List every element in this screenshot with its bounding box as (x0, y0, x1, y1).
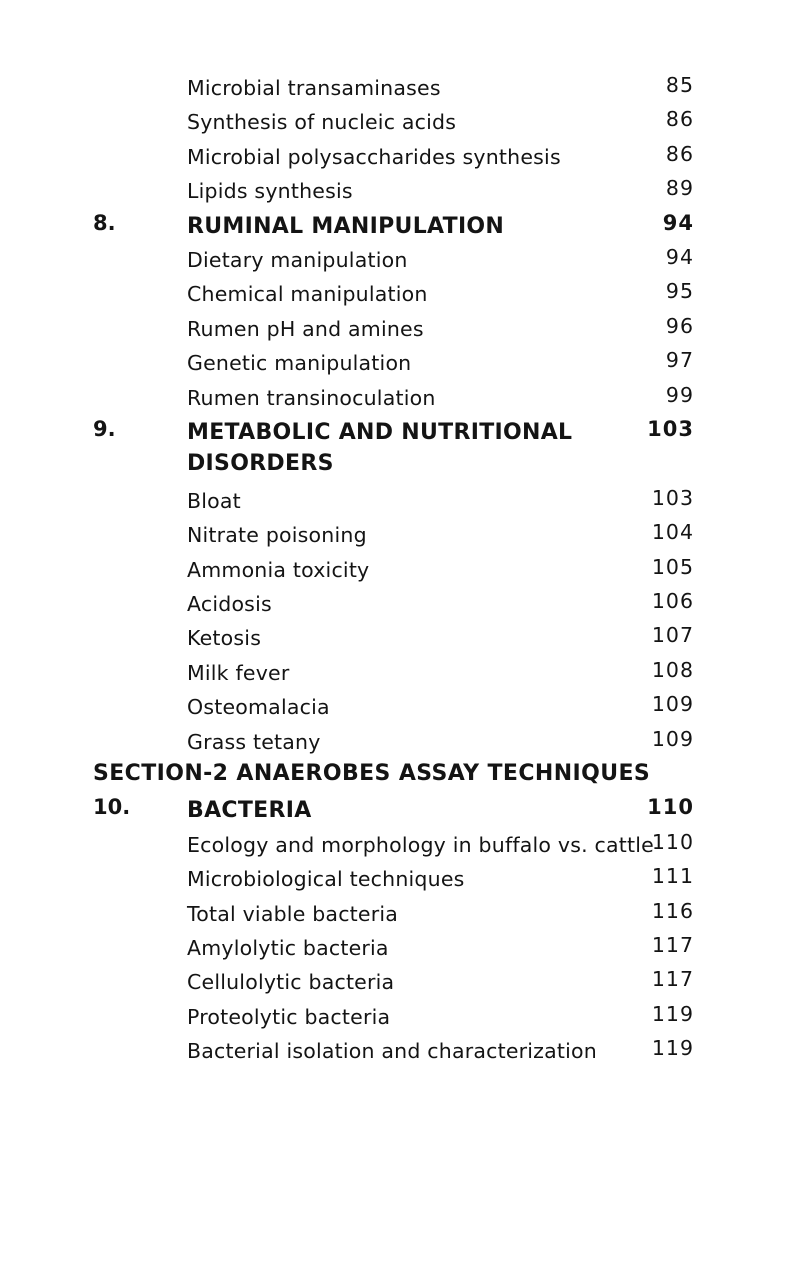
entry-page: 117 (651, 967, 694, 992)
toc-entry (0, 514, 788, 548)
entry-page: 108 (651, 657, 694, 682)
entry-page: 107 (651, 623, 694, 648)
entry-title: Microbial transaminases (187, 76, 441, 100)
entry-page: 110 (651, 829, 694, 854)
toc-entry (0, 858, 788, 892)
entry-title: Cellulolytic bacteria (187, 970, 395, 995)
entry-page: 85 (665, 73, 694, 97)
entry-title: Synthesis of nucleic acids (187, 110, 457, 135)
entry-title: Proteolytic bacteria (187, 1004, 391, 1029)
entry-title: Microbial polysaccharides synthesis (187, 144, 561, 169)
toc-entry (0, 996, 788, 1030)
entry-page: 109 (651, 692, 694, 717)
toc-entry (0, 652, 788, 686)
toc-chapter (0, 789, 788, 823)
chapter-title: BACTERIA (187, 798, 312, 824)
toc-entry (0, 239, 788, 273)
toc-entry (0, 273, 788, 307)
entry-page: 106 (651, 589, 694, 614)
chapter-page: 103 (647, 416, 694, 441)
entry-title: Genetic manipulation (187, 351, 412, 376)
toc-entry (0, 67, 788, 101)
entry-title: Total viable bacteria (187, 901, 399, 926)
entry-page: 86 (665, 107, 694, 132)
toc-section (0, 755, 788, 789)
entry-title: Chemical manipulation (187, 282, 428, 307)
toc-chapter (0, 205, 788, 239)
entry-page: 86 (665, 141, 694, 166)
entry-page: 109 (651, 726, 694, 751)
toc-entry (0, 549, 788, 583)
toc-entry (0, 583, 788, 617)
entry-page: 117 (651, 932, 694, 957)
entry-page: 99 (665, 382, 694, 407)
entry-title: Rumen transinoculation (187, 385, 436, 410)
entry-title: Grass tetany (187, 729, 321, 754)
entry-title: Ketosis (187, 626, 262, 651)
chapter-title-line-2: DISORDERS (187, 450, 334, 476)
toc-entry (0, 342, 788, 376)
entry-page: 116 (651, 898, 694, 923)
toc-entry (0, 824, 788, 858)
entry-title: Lipids synthesis (187, 179, 353, 204)
entry-title: Dietary manipulation (187, 247, 408, 272)
chapter-title: RUMINAL MANIPULATION (187, 213, 505, 239)
entry-title: Bacterial isolation and characterization (187, 1039, 597, 1064)
toc-entry (0, 961, 788, 995)
chapter-number: 8. (93, 210, 116, 235)
toc-entry (0, 308, 788, 342)
chapter-page: 94 (662, 210, 694, 235)
entry-title: Nitrate poisoning (187, 523, 367, 548)
entry-title: Microbiological techniques (187, 867, 465, 892)
toc-entry (0, 377, 788, 411)
entry-page: 104 (651, 520, 694, 545)
entry-title: Acidosis (187, 592, 272, 617)
toc-entry (0, 893, 788, 927)
entry-page: 111 (651, 864, 694, 889)
entry-title: Ecology and morphology in buffalo vs. cattle (187, 832, 654, 857)
entry-page: 103 (651, 485, 694, 510)
toc-entry (0, 480, 788, 514)
toc-entry (0, 1030, 788, 1064)
table-of-contents (0, 67, 788, 1065)
entry-page: 96 (665, 313, 694, 338)
toc-entry (0, 927, 788, 961)
toc-chapter (0, 411, 788, 480)
entry-title: Rumen pH and amines (187, 316, 424, 341)
entry-title: Milk fever (187, 660, 290, 685)
toc-entry (0, 136, 788, 170)
entry-page: 95 (665, 279, 694, 304)
chapter-title (187, 417, 617, 479)
toc-entry (0, 170, 788, 204)
entry-title: Amylolytic bacteria (187, 935, 389, 960)
chapter-number: 10. (93, 795, 131, 820)
entry-page: 119 (651, 1001, 694, 1026)
entry-page: 105 (651, 554, 694, 579)
entry-page: 119 (651, 1036, 694, 1061)
chapter-title-line-1: METABOLIC AND NUTRITIONAL (187, 419, 573, 445)
toc-entry (0, 686, 788, 720)
toc-entry (0, 617, 788, 651)
chapter-number: 9. (93, 416, 116, 441)
section-heading: SECTION-2 ANAEROBES ASSAY TECHNIQUES (93, 761, 651, 787)
toc-entry (0, 101, 788, 135)
entry-title: Ammonia toxicity (187, 557, 370, 582)
entry-page: 89 (665, 176, 694, 201)
entry-title: Osteomalacia (187, 695, 330, 720)
entry-page: 97 (665, 348, 694, 373)
chapter-page: 110 (647, 795, 694, 820)
entry-page: 94 (665, 244, 694, 269)
toc-entry (0, 721, 788, 755)
entry-title: Bloat (187, 488, 241, 513)
